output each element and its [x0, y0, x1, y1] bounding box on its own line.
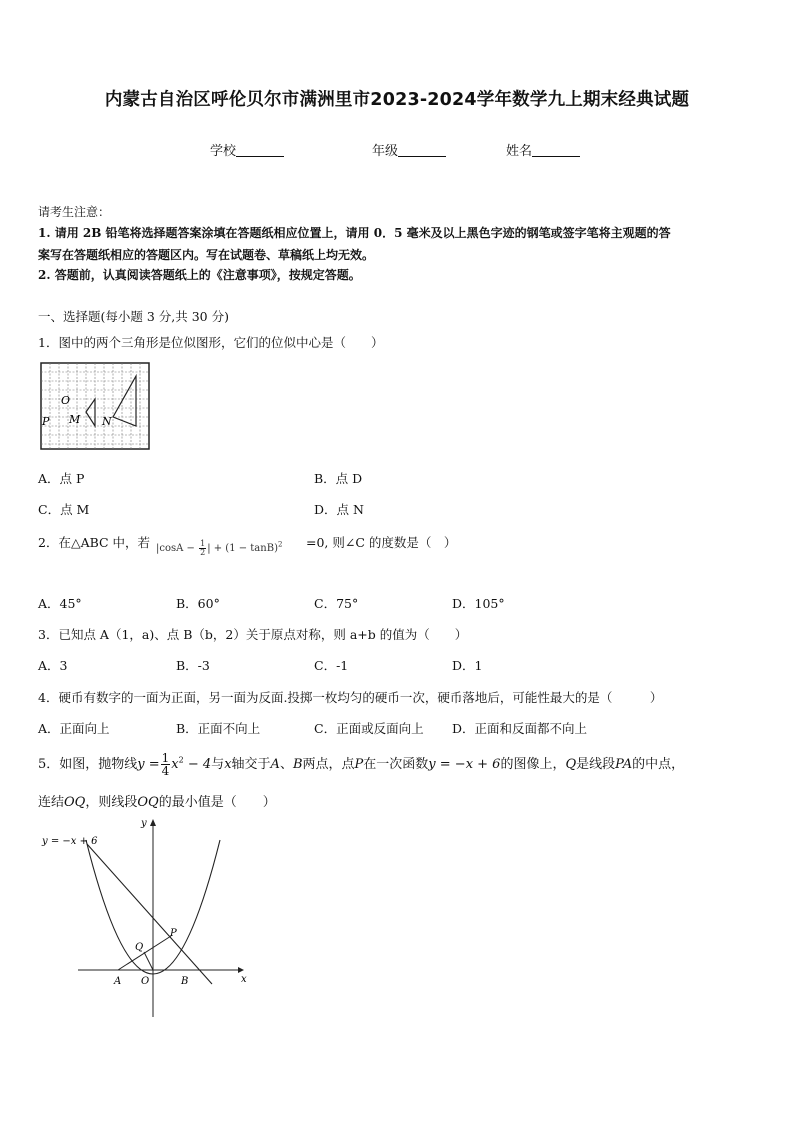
name-label: 姓名: [506, 144, 533, 159]
q1-stem: 1．图中的两个三角形是位似图形，它们的位似中心是（ ）: [38, 335, 384, 350]
q5-stem-line-1: 5．如图，抛物线y = $\frac{1}{4}$ $x^2 - 4$与x轴交于A、B两点，点P在一次函数y = −x + 6的图像上，Q是线段PA的中点，: [38, 751, 685, 778]
q5-parabola-figure: [40, 812, 255, 1027]
q4-option-c[interactable]: C．正面或反面向上: [314, 721, 424, 736]
q1-option-b[interactable]: B．点 D: [314, 471, 363, 486]
q4-option-d[interactable]: D．正面和反面都不向上: [452, 721, 588, 736]
school-field: [210, 140, 284, 159]
label-m: M: [69, 413, 81, 426]
notice-line-1b: 案写在答题纸相应的答题区内。写在试题卷、草稿纸上均无效。: [38, 248, 375, 262]
segment-oq: [144, 952, 153, 970]
name-blank: [532, 144, 580, 157]
page-title: 内蒙古自治区呼伦贝尔市满洲里市2023-2024学年数学九上期末经典试题: [104, 90, 690, 110]
point-p-label: P: [170, 928, 177, 939]
q3-stem: 3．已知点 A（1，a)、点 B（b，2）关于原点对称，则 a+b 的值为（ ）: [38, 627, 468, 642]
grade-field: [372, 140, 446, 159]
school-blank: [236, 144, 284, 157]
grade-blank: [398, 144, 446, 157]
label-n: N: [102, 415, 112, 428]
q2-option-c[interactable]: C．75°: [314, 596, 359, 611]
label-o: O: [61, 394, 71, 407]
q4-stem: 4．硬币有数字的一面为正面，另一面为反面.投掷一枚均匀的硬币一次，硬币落地后，可能性最大的是（ ）: [38, 690, 663, 705]
q4-option-a[interactable]: A．正面向上: [38, 721, 110, 736]
point-b-label: B: [181, 976, 189, 987]
q3-option-a[interactable]: A．3: [38, 658, 68, 673]
q5-stem-line-2: 连结OQ，则线段OQ的最小值是（ ）: [38, 795, 276, 810]
section-heading: 一、选择题(每小题 3 分,共 30 分): [38, 309, 229, 324]
notice-line-2: 2. 答题前，认真阅读答题纸上的《注意事项》，按规定答题。: [38, 268, 361, 282]
q2-stem-pre: 2．在△ABC 中，若: [38, 535, 151, 550]
q1-option-d[interactable]: D．点 N: [314, 502, 364, 517]
q1-option-c[interactable]: C．点 M: [38, 502, 90, 517]
q2-option-d[interactable]: D．105°: [452, 596, 505, 611]
line-label: y = −x + 6: [42, 836, 98, 847]
point-a-label: A: [114, 976, 122, 987]
school-label: 学校: [210, 144, 237, 159]
notice-line-1: 1. 请用 2B 铅笔将选择题答案涂填在答题纸相应位置上，请用 0．5 毫米及以上黑色字迹的钢笔或签字笔将主观题的答: [38, 226, 671, 240]
q2-expression: |cosA − $\frac{1}{2}$ | + $(1 - \tan B)^2$: [156, 539, 283, 557]
q3-option-d[interactable]: D．1: [452, 658, 483, 673]
q2-option-b[interactable]: B．60°: [176, 596, 220, 611]
point-q-label: Q: [135, 942, 144, 953]
grade-label: 年级: [372, 144, 399, 159]
x-axis-label: x: [241, 974, 247, 985]
q2-option-a[interactable]: A．45°: [38, 596, 82, 611]
name-field: [506, 140, 580, 159]
q3-option-b[interactable]: B．-3: [176, 658, 210, 673]
q1-grid-figure: [40, 362, 152, 452]
y-axis-label: y: [141, 818, 147, 829]
q2-stem-post: =0, 则∠C 的度数是（ ）: [306, 535, 457, 550]
q4-option-b[interactable]: B．正面不向上: [176, 721, 261, 736]
point-o-label: O: [141, 976, 150, 987]
q3-option-c[interactable]: C．-1: [314, 658, 349, 673]
label-p: P: [42, 415, 50, 428]
notice-heading: 请考生注意：: [38, 205, 111, 219]
q1-option-a[interactable]: A．点 P: [38, 471, 85, 486]
